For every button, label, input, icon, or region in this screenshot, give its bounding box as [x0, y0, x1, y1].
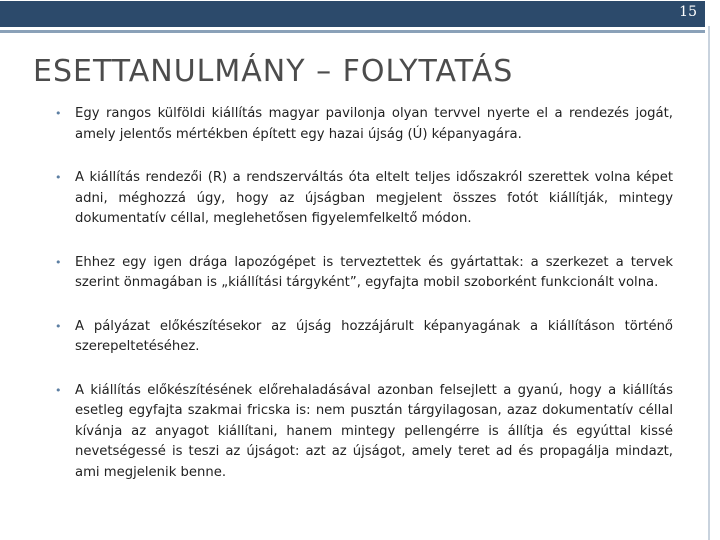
bullet-list — [55, 104, 673, 506]
bullet-text: A kiállítás előkészítésének előrehaladásával azonban felsejlett a gyanú, hogy a kiállítás esetleg egyfajta szakmai fricska is: nem pusztán tárgyilagosan, azaz dokumentatív céllal kívánja az anyagot kiállítani, hanem mintegy pellengérre is állítja és egyúttal kissé nevetségessé is teszi az újságot: azt az újságot, amely teret ad és propagálja mindazt, ami megjelenik benne. — [75, 382, 673, 480]
bullet-dot-icon: • — [55, 319, 62, 333]
bullet-item — [55, 168, 673, 230]
bullet-dot-icon: • — [55, 383, 62, 397]
bullet-text: A pályázat előkészítésekor az újság hozzájárult képanyagának a kiállításon történő szerepeltetéséhez. — [75, 318, 673, 354]
bullet-text: Egy rangos külföldi kiállítás magyar pavilonja olyan tervvel nyerte el a rendezés jogát, amely jelentős mértékben épített egy hazai újság (Ú) képanyagára. — [75, 106, 673, 142]
bullet-dot-icon: • — [55, 255, 62, 269]
bullet-item — [55, 317, 673, 358]
page-number: 15 — [679, 4, 697, 20]
bullet-text: Ehhez egy igen drága lapozógépet is terveztettek és gyártattak: a szerkezet a tervek szerint önmagában is „kiállítási tárgyként”, egyfajta mobil szoborként funkcionált volna. — [75, 254, 673, 290]
bullet-item — [55, 381, 673, 484]
bullet-text: A kiállítás rendezői (R) a rendszerváltás óta eltelt teljes időszakról szerettek volna képet adni, méghozzá úgy, hogy az újságban megjelent összes fotót kiállítják, mintegy dokumentatív céllal, meglehetősen figyelemfelkeltő módon. — [75, 170, 673, 226]
header-bar — [0, 1, 705, 27]
slide-title: ESETTANULMÁNY – FOLYTATÁS — [33, 54, 514, 89]
bullet-dot-icon: • — [55, 171, 62, 184]
bullet-item — [55, 104, 673, 145]
bullet-item — [55, 253, 673, 294]
bullet-dot-icon: • — [55, 107, 62, 120]
header-divider — [0, 30, 705, 33]
right-edge-frame — [705, 0, 720, 540]
